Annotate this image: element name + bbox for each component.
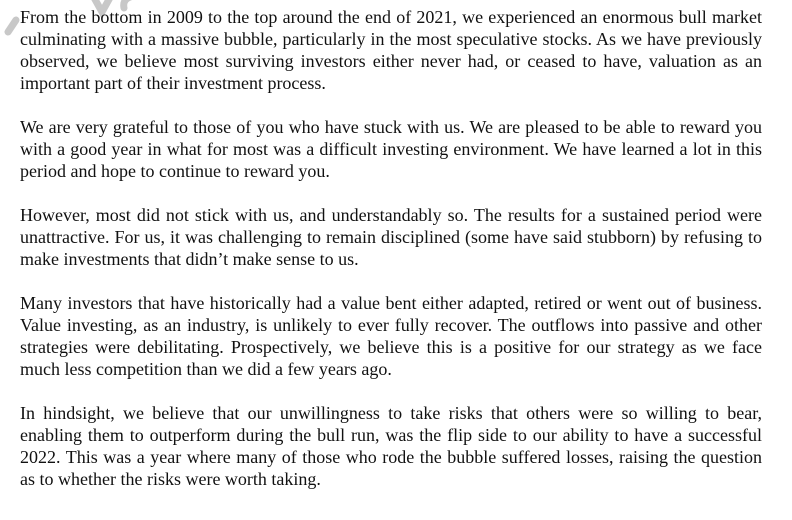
paragraph-value-industry: Many investors that have historically had a value bent either adapted, retired or went out of business. Value investing, as an industry, is unlikely to ever fully recover. The outflows into passive and other strategies were debilitating. Prospectively, we believe this is a positive for our strategy as we face much less competition than we did a few years ago.: [20, 293, 762, 379]
paragraph-bull-market: From the bottom in 2009 to the top around the end of 2021, we experienced an enormous bull market culminating with a massive bubble, particularly in the most speculative stocks. As we have previously observed, we believe most surviving investors either never had, or ceased to have, valuation as an important part of their investment process.: [20, 7, 762, 93]
paragraph-hindsight: In hindsight, we believe that our unwillingness to take risks that others were so willing to bear, enabling them to outperform during the bull run, was the flip side to our ability to have a successful 2022. This was a year where many of those who rode the bubble suffered losses, raising the question as to whether the risks were worth taking.: [20, 403, 762, 489]
paragraph-gratitude: We are very grateful to those of you who have stuck with us. We are pleased to be able to reward you with a good year in what for most was a difficult investing environment. We have learned a lot in this period and hope to continue to reward you.: [20, 117, 762, 181]
letter-body: [20, 6, 762, 490]
paragraph-discipline: However, most did not stick with us, and understandably so. The results for a sustained period were unattractive. For us, it was challenging to remain disciplined (some have said stubborn) by refusing to make investments that didn’t make sense to us.: [20, 205, 762, 269]
watermark-stroke-1: [8, 20, 16, 32]
